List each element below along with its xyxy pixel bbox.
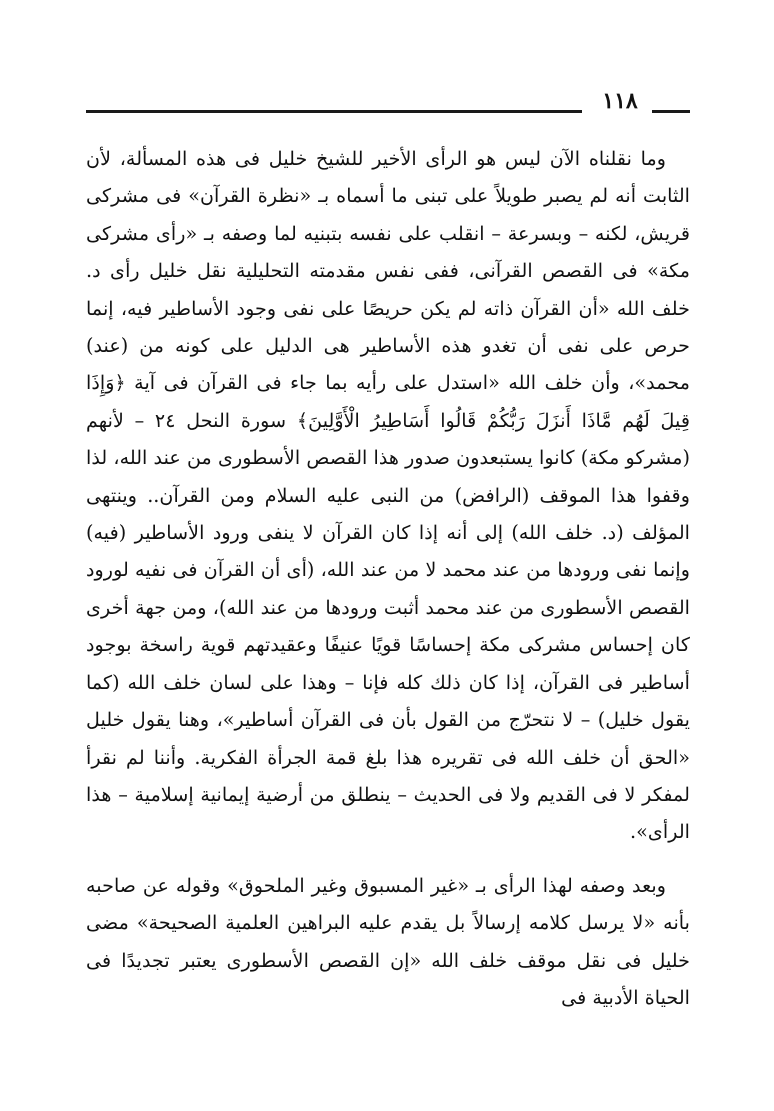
page-number: ١١٨ xyxy=(602,88,638,114)
paragraph: وما نقلناه الآن ليس هو الرأى الأخير للشيخ خليل فى هذه المسألة، لأن الثابت أنه لم يصبر طويلاً على تبنى ما أسماه بـ «نظرة القرآن» فى مشركى قريش، لكنه – وبسرعة – انقلب على نفسه بتبنيه لما وصفه بـ «رأى مشركى مكة» فى القصص القرآنى، ففى نفس مقدمته التحليلية نقل خليل رأى د. خلف الله «أن القرآن ذاته لم يكن حريصًا على نفى وجود الأساطير فيه، إنما حرص على نفى أن تغدو هذه الأساطير هى الدليل على كونه من (عند) محمد»، وأن خلف الله «استدل على رأيه بما جاء فى القرآن فى آية ﴿وَإِذَا قِيلَ لَهُم مَّاذَا أَنزَلَ رَبُّكُمْ قَالُوا أَسَاطِيرُ الْأَوَّلِينَ﴾ سورة النحل ٢٤ – لأنهم (مشركو مكة) كانوا يستبعدون صدور هذا القصص الأسطورى من عند الله، لذا وقفوا هذا الموقف (الرافض) من النبى عليه السلام ومن القرآن.. وينتهى المؤلف (د. خلف الله) إلى أنه إذا كان القرآن لا ينفى ورود الأساطير (فيه) وإنما نفى ورودها من عند محمد لا من عند الله، (أى أن القرآن فى نفيه لورود القصص الأسطورى من عند محمد أثبت ورودها من عند الله)، ومن جهة أخرى كان إحساس مشركى مكة إحساسًا قويًا عنيفًا وعقيدتهم قوية راسخة بوجود أساطير فى القرآن، إذا كان ذلك كله فإنا – وهذا على لسان خلف الله (كما يقول خليل) – لا نتحرّج من القول بأن فى القرآن أساطير»، وهنا يقول خليل «الحق أن خلف الله فى تقريره هذا بلغ قمة الجرأة الفكرية. وأننا لم نقرأ لمفكر لا فى القديم ولا فى الحديث – ينطلق من أرضية إيمانية إسلامية – هذا الرأى». xyxy=(86,147,690,844)
header-rule-short xyxy=(652,110,690,113)
page-header xyxy=(86,84,690,124)
paragraph: وبعد وصفه لهذا الرأى بـ «غير المسبوق وغير الملحوق» وقوله عن صاحبه بأنه «لا يرسل كلامه إرسالاً بل يقدم عليه البراهين العلمية الصحيحة» مضى خليل فى نقل موقف خلف الله «إن القصص الأسطورى يعتبر تجديدًا فى الحياة الأدبية فى xyxy=(86,873,690,1009)
body-text xyxy=(86,140,690,1016)
header-rule xyxy=(86,110,582,113)
